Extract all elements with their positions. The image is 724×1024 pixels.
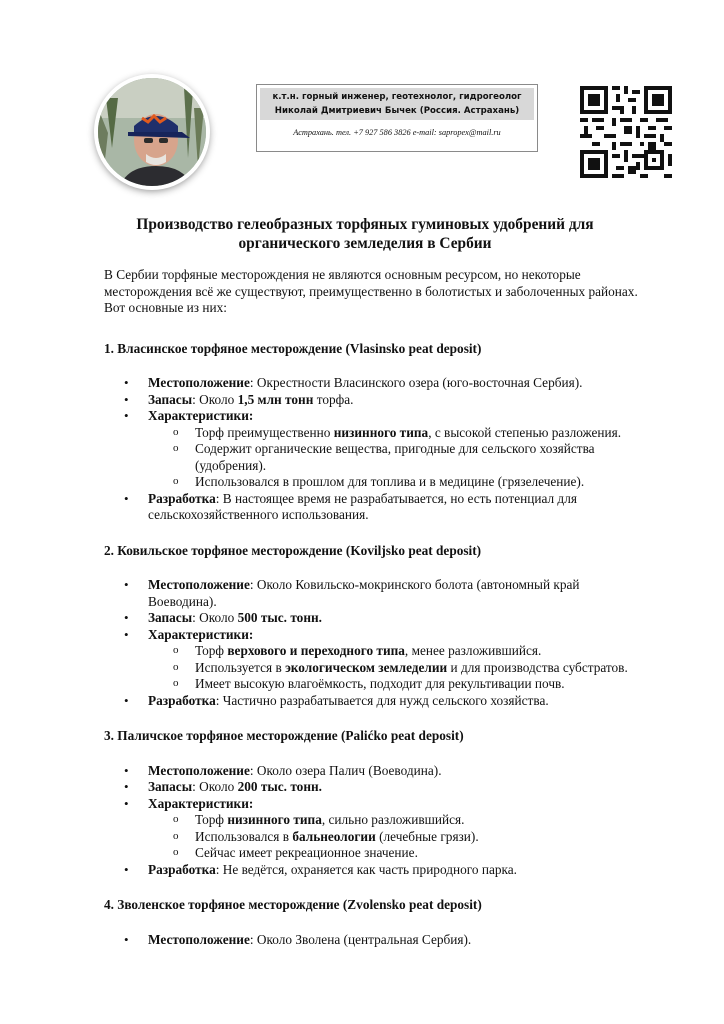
feature-item <box>148 812 644 829</box>
development-text: : В настоящее время не разрабатывается, но есть потенциал для сельскохозяйственного использования. <box>148 490 577 522</box>
reserves-text: : Около <box>192 610 238 625</box>
development-label: Разработка <box>148 861 216 877</box>
reserves-label: Запасы <box>148 391 193 407</box>
development-label: Разработка <box>148 490 216 506</box>
feature-bold: низинного типа <box>333 424 429 440</box>
feature-text: Торф <box>195 812 228 827</box>
features-list <box>148 643 644 693</box>
list-item <box>104 375 644 392</box>
reserves-text: : Около <box>192 779 238 794</box>
document-title-line-1: Производство гелеобразных торфяных гуминовых удобрений для <box>136 216 594 233</box>
location-text: : Окрестности Власинского озера (юго-восточная Сербия). <box>249 375 583 390</box>
feature-text-end: и для производства субстратов. <box>447 659 628 675</box>
author-photo-icon <box>98 78 206 186</box>
reserves-text-end: торфа. <box>313 391 354 407</box>
features-list <box>148 812 644 862</box>
author-name: Николай Дмитриевич Бычек (Россия. Астрахань) <box>274 106 520 116</box>
reserves-value: 1,5 млн тонн <box>237 391 314 407</box>
feature-item: o Сейчас имеет рекреационное значение. <box>148 845 644 862</box>
reserves-label: Запасы <box>148 610 193 625</box>
features-label: Характеристики <box>148 795 249 811</box>
reserves-value: 200 тыс. тонн. <box>237 779 322 794</box>
feature-item <box>148 660 644 677</box>
feature-bold: экологическом земледелии <box>285 659 448 675</box>
section-4-list <box>104 932 644 949</box>
feature-item: o Использовался в прошлом для топлива и в медицине (грязелечение). <box>148 474 644 491</box>
feature-text: Используется в <box>195 659 286 675</box>
list-item <box>104 932 644 949</box>
location-label: Местоположение <box>148 375 250 390</box>
feature-item: o Имеет высокую влагоёмкость, подходит для рекультивации почв. <box>148 676 644 693</box>
location-text: : Около озера Палич (Воеводина). <box>249 762 442 778</box>
section-3-heading: 3. Паличское торфяное месторождение (Palićko peat deposit) <box>104 728 464 743</box>
location-label: Местоположение <box>148 931 250 947</box>
features-label: Характеристики <box>148 626 249 642</box>
development-text: : Не ведётся, охраняется как часть природного парка. <box>215 861 518 877</box>
author-photo-drawing <box>98 78 206 186</box>
document-title <box>100 215 630 253</box>
development-text: : Частично разрабатывается для нужд сельского хозяйства. <box>215 692 549 708</box>
feature-text: Торф <box>195 643 228 658</box>
section-4-heading: 4. Зволенское торфяное месторождение (Zvolensko peat deposit) <box>104 897 482 912</box>
feature-text-end: (лечебные грязи). <box>375 828 479 844</box>
list-item: • Характеристики: o Торф верхового и переходного типа, менее разложившийся. o Используется в экологическом земледелии и для производства субстратов. o Имеет высокую влагоёмкость, подходит для рекультивации почв. <box>104 627 644 693</box>
location-text: : Около Зволена (центральная Сербия). <box>249 931 472 947</box>
feature-text-end: , с высокой степенью разложения. <box>428 424 622 440</box>
location-label: Местоположение <box>148 577 250 592</box>
document-body <box>104 267 644 948</box>
list-item <box>104 610 644 627</box>
list-item <box>104 693 644 710</box>
contact-card-band <box>260 88 534 120</box>
feature-bold: бальнеологии <box>292 828 376 844</box>
section-1-list <box>104 375 644 524</box>
feature-text-end: , сильно разложившийся. <box>321 812 465 827</box>
development-label: Разработка <box>148 692 216 708</box>
section-2-heading: 2. Ковильское торфяное месторождение (Koviljsko peat deposit) <box>104 542 482 558</box>
feature-item <box>148 643 644 660</box>
qr-code-icon <box>580 86 672 178</box>
list-item <box>104 763 644 780</box>
list-item <box>104 779 644 796</box>
location-text: : Около Ковильско-мокринского болота (автономный край Воеводина). <box>148 577 580 609</box>
list-item: • Характеристики: o Торф низинного типа, сильно разложившийся. o Использовался в бальнеологии (лечебные грязи). o Сейчас имеет рекреационное значение. <box>104 796 644 862</box>
list-item <box>104 491 644 524</box>
feature-bold: верхового и переходного типа <box>227 643 405 658</box>
author-credentials: к.т.н. горный инженер, геотехнолог, гидрогеолог <box>272 92 522 102</box>
list-item <box>104 577 644 610</box>
contact-card <box>256 84 538 152</box>
feature-item <box>148 425 644 442</box>
section-1-heading: 1. Власинское торфяное месторождение (Vlasinsko peat deposit) <box>104 340 482 356</box>
section-2-list <box>104 577 644 709</box>
list-item <box>104 392 644 409</box>
intro-paragraph: В Сербии торфяные месторождения не являются основным ресурсом, но некоторые месторождения всё же существуют, преимущественно в болотистых и заболоченных районах. Вот основные из них: <box>104 267 638 315</box>
location-label: Местоположение <box>148 762 250 778</box>
feature-item <box>148 829 644 846</box>
features-label: Характеристики <box>148 408 249 423</box>
document-title-line-2: органического земледелия в Сербии <box>238 235 492 252</box>
reserves-label: Запасы <box>148 779 193 794</box>
reserves-text: : Около <box>192 391 238 407</box>
section-3-list <box>104 763 644 879</box>
author-contacts: Астрахань. тел. +7 927 586 3826 e-mail: sapropex@mail.ru <box>293 128 501 137</box>
reserves-value: 500 тыс. тонн. <box>237 610 322 625</box>
feature-text-end: , менее разложившийся. <box>404 643 542 658</box>
feature-bold: низинного типа <box>227 812 322 827</box>
feature-item: o Содержит органические вещества, пригодные для сельского хозяйства (удобрения). <box>148 441 644 474</box>
list-item: • Характеристики: o Торф преимущественно низинного типа, с высокой степенью разложения. o Содержит органические вещества, пригодные для сельского хозяйства (удобрения). o Использовался в прошлом для топлива и в медицине (грязелечение). <box>104 408 644 491</box>
feature-text: Торф преимущественно <box>195 424 334 440</box>
list-item <box>104 862 644 879</box>
features-list <box>148 425 644 491</box>
feature-text: Использовался в <box>195 828 293 844</box>
